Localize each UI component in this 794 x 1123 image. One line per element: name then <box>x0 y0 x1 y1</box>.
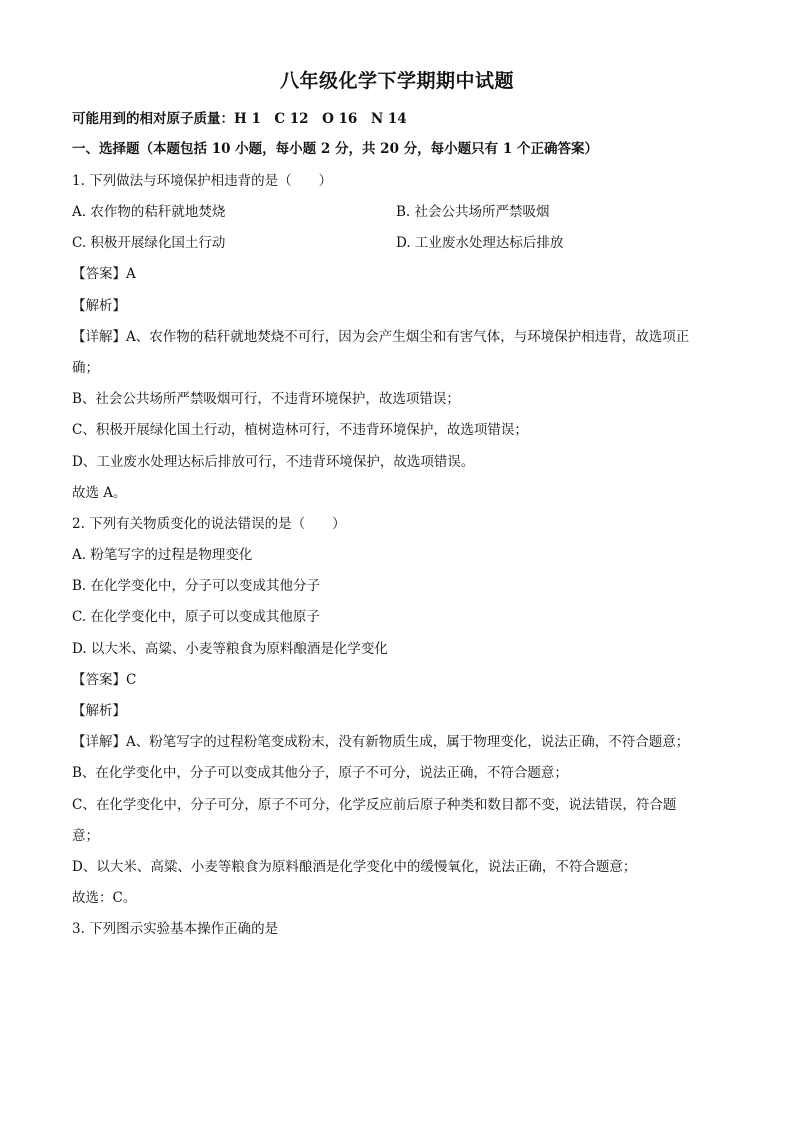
q1-conclusion: 故选 A。 <box>72 485 127 501</box>
q1-detail-5: D、工业废水处理达标后排放可行，不违背环境保护，故选项错误。 <box>72 454 475 470</box>
q2-option-a: A. 粉笔写字的过程是物理变化 <box>72 547 253 563</box>
q1-detail-3: B、社会公共场所严禁吸烟可行，不违背环境保护，故选项错误； <box>72 391 460 407</box>
q1-stem: 1. 下列做法与环境保护相违背的是（ ） <box>72 173 333 189</box>
q1-answer: 【答案】A <box>72 266 136 282</box>
q2-option-d: D. 以大米、高粱、小麦等粮食为原料酿酒是化学变化 <box>72 641 388 657</box>
q2-detail-2: B、在化学变化中，分子可以变成其他分子，原子不可分，说法正确，不符合题意； <box>72 765 568 781</box>
q1-option-d: D. 工业废水处理达标后排放 <box>396 235 564 251</box>
q1-detail-4: C、积极开展绿化国土行动，植树造林可行，不违背环境保护，故选项错误； <box>72 422 528 438</box>
q2-detail-1: 【详解】A、粉笔写字的过程粉笔变成粉末，没有新物质生成，属于物理变化，说法正确，不符合题意； <box>72 734 690 750</box>
q2-answer: 【答案】C <box>72 672 137 688</box>
q1-detail-2: 确； <box>72 360 99 376</box>
q2-analysis-label: 【解析】 <box>72 703 126 719</box>
q2-option-b: B. 在化学变化中，分子可以变成其他分子 <box>72 578 321 594</box>
q2-detail-5: D、以大米、高粱、小麦等粮食为原料酿酒是化学变化中的缓慢氧化，说法正确，不符合题意； <box>72 859 637 875</box>
q2-stem: 2. 下列有关物质变化的说法错误的是（ ） <box>72 516 346 532</box>
q2-detail-3: C、在化学变化中，分子可分，原子不可分，化学反应前后原子种类和数目都不变，说法错误，符合题 <box>72 797 677 813</box>
q1-option-b: B. 社会公共场所严禁吸烟 <box>396 204 550 220</box>
q2-detail-4: 意； <box>72 828 99 844</box>
q3-stem: 3. 下列图示实验基本操作正确的是 <box>72 921 279 937</box>
atomic-mass-line: 可能用到的相对原子质量：H 1 C 12 O 16 N 14 <box>72 111 407 127</box>
q2-option-c: C. 在化学变化中，原子可以变成其他原子 <box>72 609 320 625</box>
q1-analysis-label: 【解析】 <box>72 298 126 314</box>
q1-detail-1: 【详解】A、农作物的秸秆就地焚烧不可行，因为会产生烟尘和有害气体，与环境保护相违背，故选项正 <box>72 329 690 345</box>
q1-option-a: A. 农作物的秸秆就地焚烧 <box>72 204 226 220</box>
page-title: 八年级化学下学期期中试题 <box>279 70 514 92</box>
section-heading: 一、选择题（本题包括 10 小题，每小题 2 分，共 20 分，每小题只有 1 个正确答案） <box>72 141 598 157</box>
q2-conclusion: 故选：C。 <box>72 890 137 906</box>
q1-option-c: C. 积极开展绿化国土行动 <box>72 235 226 251</box>
